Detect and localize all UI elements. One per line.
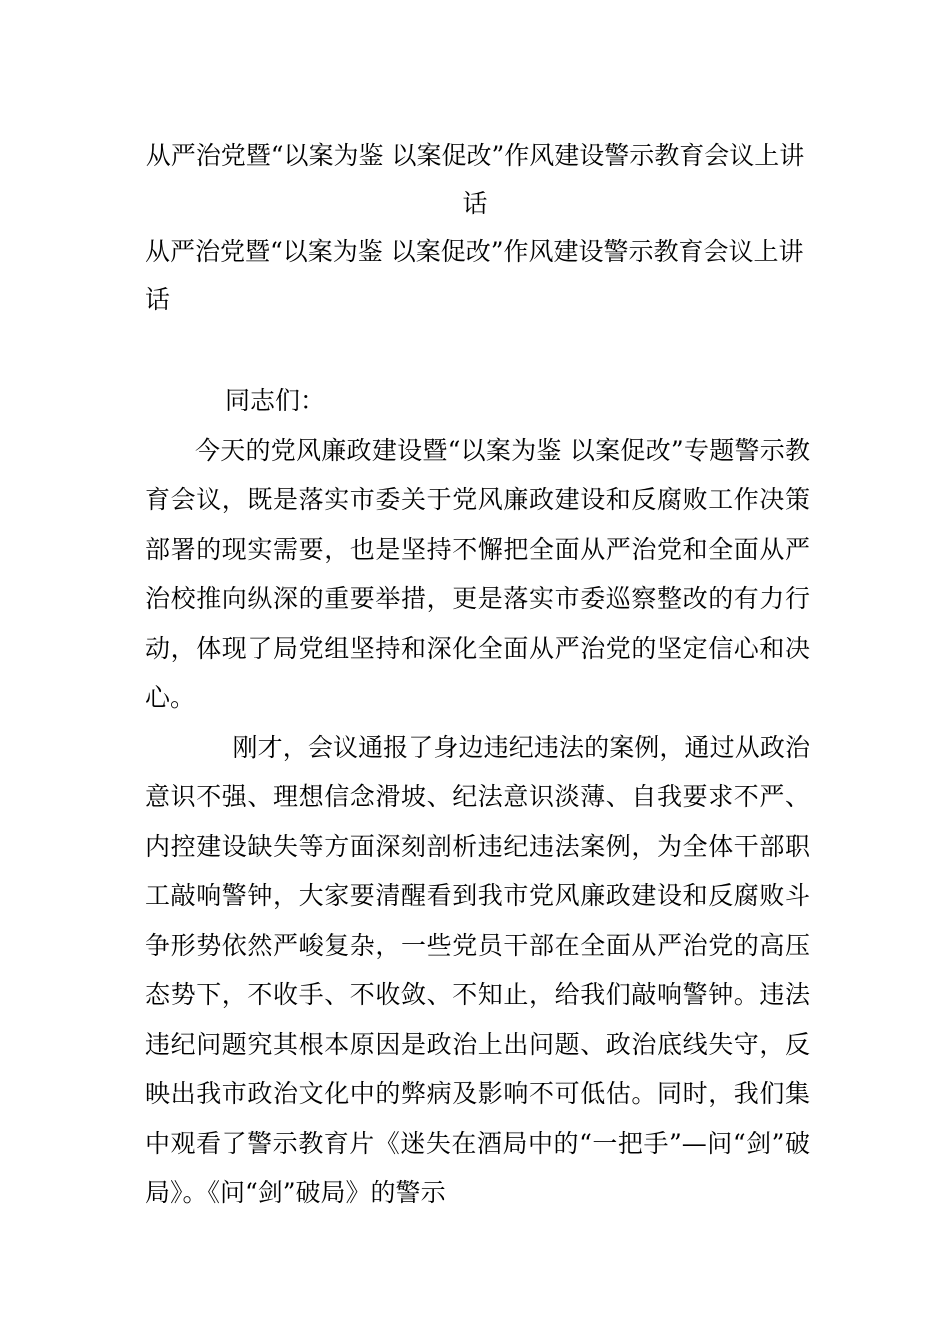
document-body [145, 376, 810, 1218]
greeting: 同志们： [225, 386, 326, 415]
paragraph-1: 今天的党风廉政建设暨“以案为鉴 以案促改”专题警示教育会议，既是落实市委关于党风廉政建设和反腐败工作决策部署的现实需要，也是坚持不懈把全面从严治党和全面从严治校推向纵深的重要举措，更是落实市委巡察整改的有力行动，体现了局党组坚持和深化全面从严治党的坚定信心和决心。 [145, 435, 810, 712]
document-title: 从严治党暨“以案为鉴 以案促改”作风建设警示教育会议上讲话 [145, 141, 805, 218]
document-title-repeat: 从严治党暨“以案为鉴 以案促改”作风建设警示教育会议上讲话 [145, 237, 804, 314]
paragraph-2: 刚才，会议通报了身边违纪违法的案例，通过从政治意识不强、理想信念滑坡、纪法意识淡薄、自我要求不严、内控建设缺失等方面深刻剖析违纪违法案例，为全体干部职工敲响警钟，大家要清醒看到我市党风廉政建设和反腐败斗争形势依然严峻复杂，一些党员干部在全面从严治党的高压态势下，不收手、不收敛、不知止，给我们敲响警钟。违法违纪问题究其根本原因是政治上出问题、政治底线失守，反映出我市政治文化中的弊病及影响不可低估。同时，我们集中观看了警示教育片《迷失在酒局中的“一把手”—问“剑”破局》。《问“剑”破局》的警示 [145, 732, 810, 1207]
